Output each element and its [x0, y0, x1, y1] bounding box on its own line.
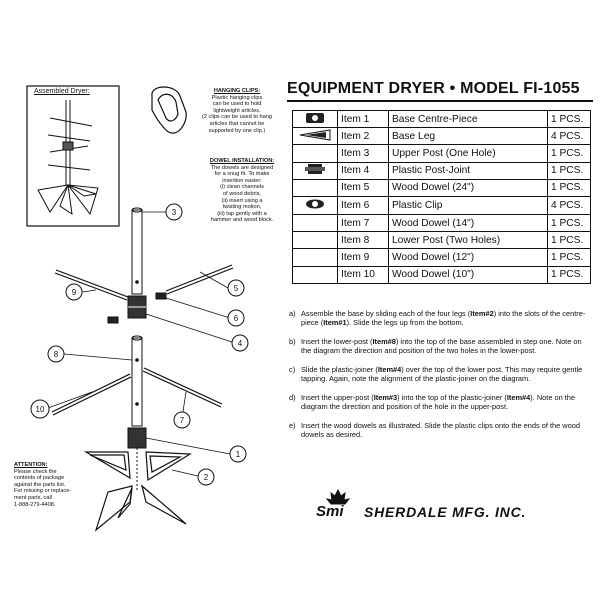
callout-3 [166, 204, 182, 220]
plastic-clip-icon [293, 196, 338, 214]
base-centre-piece [128, 428, 146, 492]
parts-table [292, 110, 591, 284]
base-legs [86, 452, 190, 530]
note-line: insertion easier: [222, 177, 262, 184]
svg-text:7: 7 [179, 416, 185, 425]
plastic-post-joint [128, 296, 146, 318]
brand-name: SHERDALE MFG. INC. [364, 504, 527, 520]
upper-post [132, 208, 142, 294]
item-number: Item 4 [338, 162, 389, 179]
icon-cell [293, 249, 338, 266]
attention-note [14, 462, 92, 508]
item-quantity: 1 PCS. [548, 145, 591, 162]
instruction-step [289, 365, 592, 383]
note-line: contents of package [14, 475, 65, 482]
step-label: a) [289, 309, 296, 318]
maple-leaf-icon [327, 490, 349, 504]
callout-9 [66, 284, 82, 300]
assembly-instructions [289, 309, 592, 449]
note-line: The dowels are designed [210, 164, 274, 171]
svg-text:1: 1 [235, 450, 241, 459]
parts-row [293, 162, 591, 179]
svg-text:3: 3 [171, 208, 177, 217]
icon-cell [293, 179, 338, 196]
item-quantity: 4 PCS. [548, 128, 591, 145]
icon-cell [293, 232, 338, 249]
item-number: Item 2 [338, 128, 389, 145]
step-text: Slide the plastic-joiner (Item#4) over the top of the lower post. This may require gentle tapping. Again, note the alignment of the plastic-joiner on the diagram. [301, 365, 583, 383]
svg-text:6: 6 [233, 314, 239, 323]
lower-post [132, 336, 142, 426]
base-leg-icon [293, 128, 338, 145]
parts-row [293, 179, 591, 196]
note-line: can be used to hold [212, 101, 262, 108]
note-line: against the parts list. [14, 481, 66, 488]
callout-8 [48, 346, 64, 362]
item-number: Item 8 [338, 232, 389, 249]
item-description: Wood Dowel (14") [389, 214, 548, 231]
instruction-step [289, 337, 592, 355]
instruction-step [289, 393, 592, 411]
step-text: Insert the wood dowels as illustrated. Slide the plastic clips onto the ends of the wood dowels as desired. [301, 421, 580, 439]
item-quantity: 4 PCS. [548, 196, 591, 214]
item-description: Lower Post (Two Holes) [389, 232, 548, 249]
note-line: hammer and wood block. [210, 217, 274, 224]
item-number: Item 10 [338, 266, 389, 283]
note-line: for a snug fit. To make [214, 171, 270, 178]
item-number: Item 3 [338, 145, 389, 162]
item-quantity: 1 PCS. [548, 214, 591, 231]
note-line: (2 clips can be used to hang [202, 114, 272, 121]
parts-row [293, 214, 591, 231]
step-text: Insert the upper-post (Item#3) into the top of the plastic-joiner (Item#4). Note on the diagram the direction and position of the hole in the upper-post. [301, 393, 576, 411]
base-centre-piece-icon [293, 111, 338, 128]
callout-4 [232, 335, 248, 351]
item-description: Wood Dowel (24") [389, 179, 548, 196]
dowel-installation-note [202, 158, 282, 224]
parts-row [293, 266, 591, 283]
item-description: Wood Dowel (10") [389, 266, 548, 283]
svg-text:5: 5 [233, 284, 239, 293]
item-number: Item 7 [338, 214, 389, 231]
item-number: Item 1 [338, 111, 389, 128]
note-line: ment parts, call [14, 494, 52, 501]
item-description: Upper Post (One Hole) [389, 145, 548, 162]
item-description: Wood Dowel (12") [389, 249, 548, 266]
plastic-clip [156, 293, 166, 299]
item-number: Item 6 [338, 196, 389, 214]
svg-text:8: 8 [53, 350, 59, 359]
brand-logo: Smi [316, 503, 344, 520]
plastic-post-joint-icon [293, 162, 338, 179]
svg-text:10: 10 [35, 405, 45, 414]
parts-row [293, 128, 591, 145]
svg-text:2: 2 [203, 473, 209, 482]
hanging-clips-note [196, 88, 278, 134]
note-line: articles that cannot be [209, 120, 265, 127]
hanging-clips-title: HANGING CLIPS: [213, 88, 261, 94]
note-line: of wood debris, [223, 190, 261, 197]
svg-text:4: 4 [237, 339, 243, 348]
note-line: (ii) insert using a [221, 197, 263, 204]
parts-row [293, 249, 591, 266]
page-title: EQUIPMENT DRYER • MODEL FI-1055 [287, 80, 580, 97]
item-description: Plastic Clip [389, 196, 548, 214]
callout-2 [198, 469, 214, 485]
parts-row [293, 232, 591, 249]
instruction-step [289, 309, 592, 327]
step-text: Insert the lower-post (Item#8) into the top of the base assembled in step one. Note on the diagram the direction and position of the two holes in the lower-post. [301, 337, 582, 355]
item-quantity: 1 PCS. [548, 266, 591, 283]
callout-6 [228, 310, 244, 326]
plastic-clip [108, 317, 118, 323]
item-description: Base Centre-Piece [389, 111, 548, 128]
icon-cell [293, 214, 338, 231]
title-underline [287, 100, 593, 102]
note-line: supported by one clip.) [208, 127, 266, 134]
note-line: Plastic hanging clips [211, 94, 263, 101]
callout-7 [174, 412, 190, 428]
step-label: d) [289, 393, 296, 402]
callout-10 [31, 400, 49, 418]
item-number: Item 9 [338, 249, 389, 266]
step-label: c) [289, 365, 296, 374]
note-line: For missing or replace- [14, 488, 72, 495]
item-quantity: 1 PCS. [548, 179, 591, 196]
callout-5 [228, 280, 244, 296]
item-quantity: 1 PCS. [548, 162, 591, 179]
step-text: Assemble the base by sliding each of the four legs (Item#2) into the slots of the centre-piece (Item#1). Slide the legs up from the bottom. [301, 309, 586, 327]
note-line: (iii) tap gently with a [217, 210, 267, 217]
svg-text:9: 9 [71, 288, 77, 297]
parts-row [293, 145, 591, 162]
parts-row [293, 111, 591, 128]
assembled-dryer-inset [27, 86, 119, 226]
note-line: lightweight articles. [213, 107, 261, 114]
icon-cell [293, 266, 338, 283]
assembled-dryer-title: Assembled Dryer: [34, 88, 90, 95]
icon-cell [293, 145, 338, 162]
step-label: e) [289, 421, 296, 430]
item-number: Item 5 [338, 179, 389, 196]
note-line: 1-888-279-4408. [14, 501, 56, 508]
item-quantity: 1 PCS. [548, 249, 591, 266]
step-label: b) [289, 337, 296, 346]
note-line: twisting motion, [222, 204, 262, 211]
dowel-installation-title: DOWEL INSTALLATION: [209, 158, 275, 164]
callout-1 [230, 446, 246, 462]
note-line: (i) clean channels [220, 184, 264, 191]
hanging-clip-illustration [152, 87, 186, 133]
item-quantity: 1 PCS. [548, 111, 591, 128]
instruction-step [289, 421, 592, 439]
parts-row [293, 196, 591, 214]
note-line: Please check the [14, 468, 57, 475]
item-quantity: 1 PCS. [548, 232, 591, 249]
item-description: Plastic Post-Joint [389, 162, 548, 179]
item-description: Base Leg [389, 128, 548, 145]
attention-title: ATTENTION: [14, 462, 48, 468]
